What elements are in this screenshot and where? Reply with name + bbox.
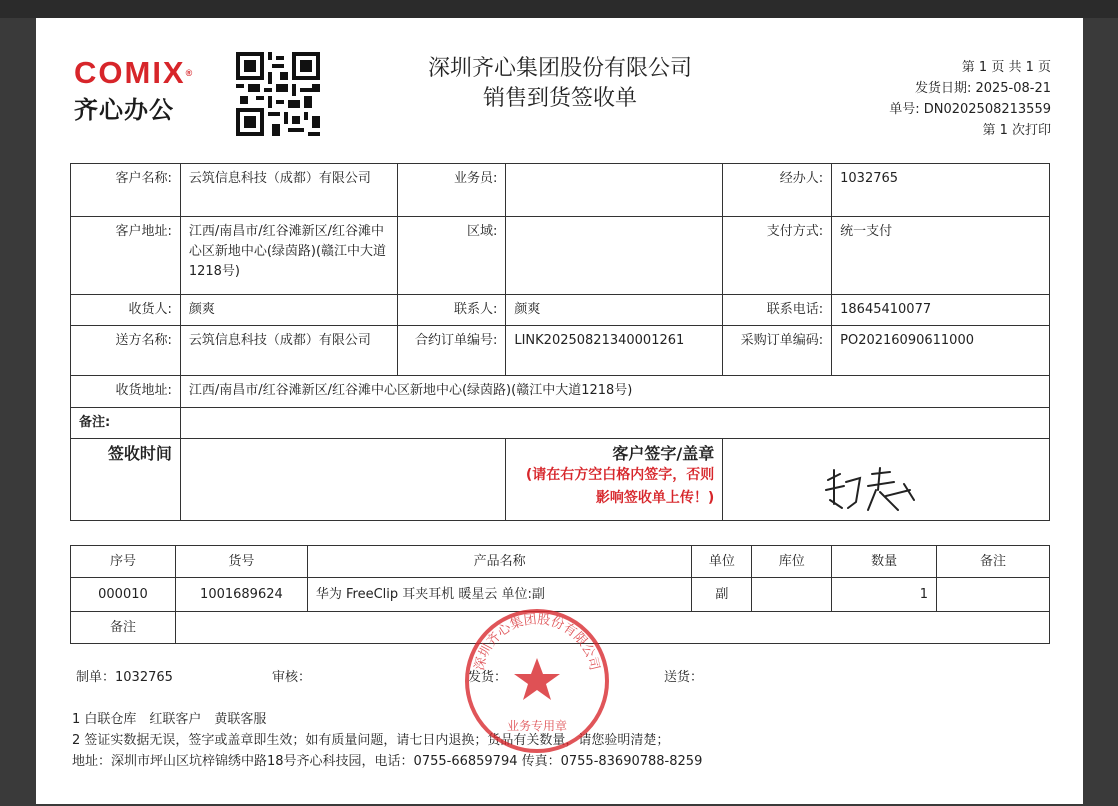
document-title <box>380 54 740 114</box>
salesman-label: 业务员: <box>397 164 506 217</box>
phone-label: 联系电话: <box>723 295 832 326</box>
print-count: 第 1 次打印 <box>982 123 1051 138</box>
deliver-field: 送货： <box>664 670 704 685</box>
region-label: 区域: <box>397 217 506 295</box>
row-location <box>752 578 832 612</box>
customer-name-label: 客户名称: <box>71 164 181 217</box>
payment-label: 支付方式: <box>723 217 832 295</box>
row-seq: 000010 <box>71 578 176 612</box>
handler-label: 经办人: <box>723 164 832 217</box>
seal-subtext: 业务专用章 <box>506 719 568 733</box>
sender-value: 云筑信息科技（成都）有限公司 <box>180 326 397 376</box>
items-remark-label: 备注 <box>71 612 176 644</box>
contract-label: 合约订单编号: <box>397 326 506 376</box>
row-remark <box>937 578 1050 612</box>
address-note: 地址：深圳市坪山区坑梓锦绣中路18号齐心科技园，电话：0755-66859794 传真：0755-83690788-8259 <box>72 754 703 769</box>
row-quantity: 1 <box>832 578 937 612</box>
sign-time-value <box>180 439 506 521</box>
doc-title: 销售到货签收单 <box>482 86 637 111</box>
customer-addr-value: 江西/南昌市/红谷滩新区/红谷滩中心区新地中心(绿茵路)(赣江中大道1218号) <box>180 217 397 295</box>
col-header-seq: 序号 <box>71 546 176 578</box>
remark-label: 备注: <box>71 408 181 439</box>
handler-value: 1032765 <box>832 164 1050 217</box>
contact-label: 联系人: <box>397 295 506 326</box>
col-header-remark: 备注 <box>937 546 1050 578</box>
po-value: PO20216090611000 <box>832 326 1050 376</box>
col-header-sku: 货号 <box>175 546 307 578</box>
sender-label: 送方名称: <box>71 326 181 376</box>
sign-note: (请在右方空白格内签字，否则影响签收单上传！) <box>525 467 715 506</box>
items-remark-value <box>175 612 1049 644</box>
ship-field: 发货： <box>468 670 508 685</box>
document-meta <box>889 57 1051 141</box>
sign-instruction-cell <box>506 439 723 521</box>
col-header-location: 库位 <box>752 546 832 578</box>
salesman-value <box>506 164 723 217</box>
contract-value: LINK20250821340001261 <box>506 326 723 376</box>
page-count: 第 1 页 共 1 页 <box>961 60 1051 75</box>
maker-field: 制单：1032765 <box>76 670 173 685</box>
po-label: 采购订单编码: <box>723 326 832 376</box>
terms-note: 2 签证实数据无误，签字或盖章即生效；如有质量问题，请七日内退换；货品有关数量，请您验明清楚； <box>72 733 670 748</box>
company-seal-stamp <box>462 606 612 756</box>
sign-time-label: 签收时间 <box>71 439 181 521</box>
row-sku: 1001689624 <box>175 578 307 612</box>
ship-addr-label: 收货地址: <box>71 376 181 408</box>
brand-name: 齐心办公 <box>74 96 174 124</box>
row-product: 华为 FreeClip 耳夹耳机 暖星云 单位:副 <box>307 578 691 612</box>
ship-addr-value: 江西/南昌市/红谷滩新区/红谷滩中心区新地中心(绿茵路)(赣江中大道1218号) <box>180 376 1049 408</box>
region-value <box>506 217 723 295</box>
company-title: 深圳齐心集团股份有限公司 <box>427 56 692 81</box>
customer-addr-label: 客户地址: <box>71 217 181 295</box>
sign-title: 客户签字/盖章 <box>612 444 715 463</box>
comix-logo: COMIX® <box>74 55 195 90</box>
col-header-product: 产品名称 <box>307 546 691 578</box>
handwritten-signature <box>820 460 920 520</box>
receiver-value: 颜爽 <box>180 295 397 326</box>
remark-value <box>180 408 1049 439</box>
col-header-unit: 单位 <box>692 546 752 578</box>
seal-text: 深圳齐心集团股份有限公司 <box>472 612 602 672</box>
receiver-label: 收货人: <box>71 295 181 326</box>
payment-value: 统一支付 <box>832 217 1050 295</box>
customer-name-value: 云筑信息科技（成都）有限公司 <box>180 164 397 217</box>
contact-value: 颜爽 <box>506 295 723 326</box>
copy-distribution-note: 1 白联仓库 红联客户 黄联客服 <box>72 712 267 727</box>
viewer-top-strip <box>0 0 1118 18</box>
ship-date: 发货日期: 2025-08-21 <box>914 81 1051 96</box>
review-field: 审核： <box>272 670 312 685</box>
row-unit: 副 <box>692 578 752 612</box>
order-number: 单号: DN0202508213559 <box>889 102 1051 117</box>
qr-code-icon <box>236 52 320 136</box>
phone-value: 18645410077 <box>832 295 1050 326</box>
brand-logo-block <box>74 55 195 125</box>
col-header-quantity: 数量 <box>832 546 937 578</box>
